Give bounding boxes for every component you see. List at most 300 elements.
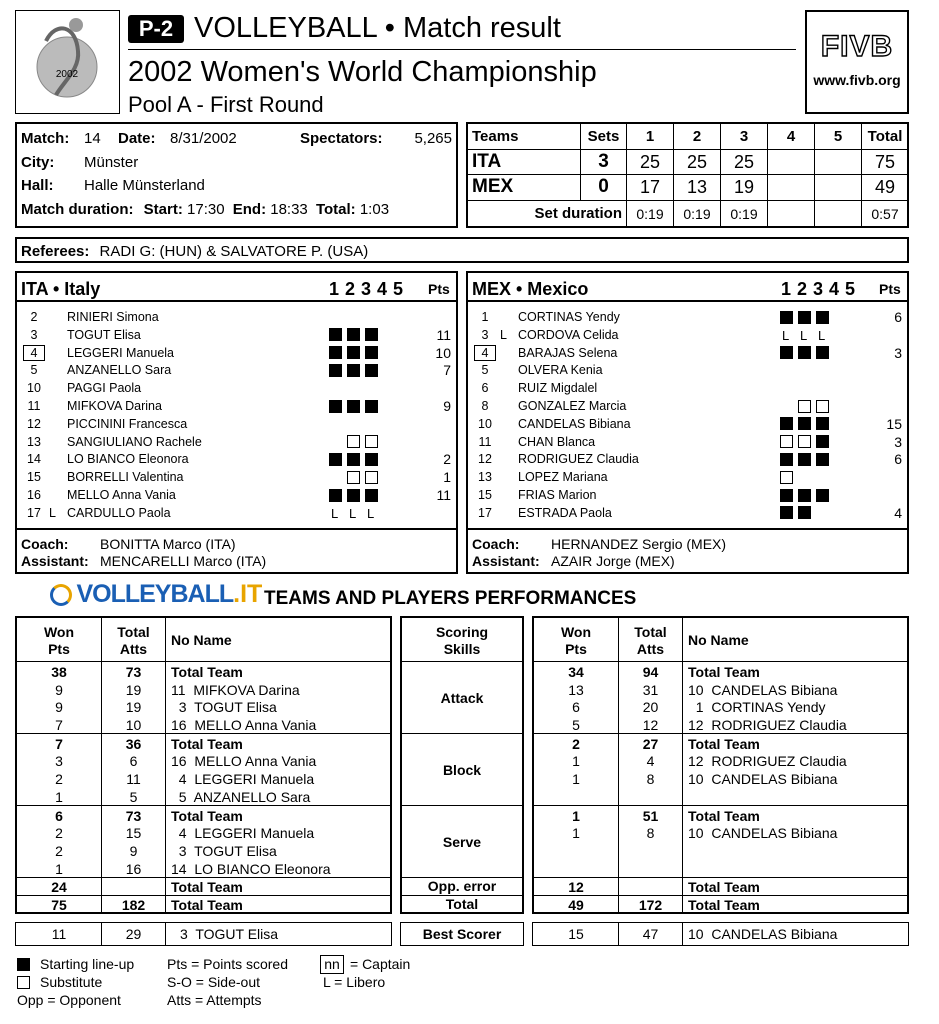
- team2-total: 49: [874, 177, 896, 197]
- perf-total-atts: 73: [125, 808, 142, 824]
- substitute-icon: [347, 471, 360, 484]
- perf-player-name: Total Team: [171, 808, 243, 824]
- perf-total-atts: 16: [125, 861, 142, 877]
- perf-won-pts: 12: [568, 879, 584, 895]
- starting-lineup-icon: [365, 453, 378, 466]
- spectators-value: 5,265: [414, 130, 452, 147]
- player-number: 13: [27, 434, 41, 449]
- player-name: CORDOVA Celida: [518, 327, 619, 342]
- starting-lineup-icon: [365, 328, 378, 341]
- starting-lineup-icon: [329, 453, 342, 466]
- player-number: 14: [27, 452, 41, 467]
- player-name: MELLO Anna Vania: [67, 488, 176, 502]
- team2-set1: 17: [639, 177, 661, 197]
- perf-won-pts: 2: [55, 843, 63, 859]
- starting-lineup-icon: [816, 346, 829, 359]
- round-title: Pool A - First Round: [128, 92, 324, 117]
- starting-lineup-icon: [780, 346, 793, 359]
- perf-won-pts: 38: [51, 664, 67, 680]
- player-number: 15: [478, 488, 492, 502]
- duration-label: Match duration:: [21, 201, 134, 218]
- mex-coach: HERNANDEZ Sergio (MEX): [551, 536, 727, 552]
- scoring-header: Scoring: [435, 624, 489, 640]
- perf-player-name: Total Team: [688, 879, 760, 895]
- player-name: MIFKOVA Darina: [67, 399, 162, 413]
- player-points: [866, 468, 902, 486]
- ita-pts-header: Pts: [428, 281, 450, 297]
- legend-starting: Starting line-up: [40, 956, 135, 972]
- player-number: 10: [27, 381, 41, 396]
- perf-player-name: 3 TOGUT Elisa: [171, 843, 277, 859]
- championship-title: 2002 Women's World Championship: [128, 56, 597, 88]
- substitute-icon: [365, 435, 378, 448]
- city-label: City:: [21, 154, 55, 171]
- perf-player-name: 16 MELLO Anna Vania: [171, 717, 317, 733]
- player-number: 11: [478, 434, 492, 449]
- player-name: RUIZ Migdalel: [518, 381, 598, 396]
- perf-player-name: Total Team: [171, 664, 243, 680]
- logo-text: VOLLEYBALL: [76, 580, 234, 608]
- page-badge: P-2: [128, 15, 184, 43]
- start-label: Start:: [143, 201, 183, 218]
- perf-won-pts: 2: [55, 771, 63, 787]
- perf-player-name: 1 CORTINAS Yendy: [688, 699, 826, 715]
- perf-total-atts: [102, 878, 165, 896]
- perf-player-name: Total Team: [688, 808, 760, 824]
- starting-lineup-icon: [816, 453, 829, 466]
- player-number: 17: [478, 505, 492, 520]
- volleyball-it-logo: [50, 580, 262, 610]
- player-points: 1: [443, 469, 451, 486]
- player-number: 4: [474, 345, 496, 361]
- libero-marker: L: [500, 327, 507, 342]
- player-points: 3: [894, 433, 902, 450]
- perf-won-pts: 1: [55, 861, 63, 877]
- player-points: [415, 433, 451, 451]
- starting-lineup-icon: [347, 328, 360, 341]
- substitute-icon: [816, 400, 829, 413]
- perf-won-pts: 1: [572, 753, 580, 769]
- perf-player-name: [688, 788, 692, 806]
- perf-won-pts: 1: [572, 771, 580, 787]
- perf-total-atts: 8: [646, 825, 655, 841]
- set3-duration: 0:19: [730, 206, 758, 222]
- perf-total-atts: 5: [129, 789, 138, 805]
- sets-header: Sets: [587, 128, 620, 145]
- player-points: 10: [435, 344, 451, 361]
- player-points: [415, 379, 451, 397]
- ita-best-won: 11: [51, 926, 67, 942]
- team1-set2: 25: [686, 152, 708, 172]
- player-name: ANZANELLO Sara: [67, 363, 172, 378]
- hall-label: Hall:: [21, 177, 54, 194]
- start-time: 17:30: [187, 201, 225, 218]
- player-name: OLVERA Kenia: [518, 363, 603, 378]
- ita-noname-header: No Name: [171, 632, 232, 648]
- match-date: 8/31/2002: [170, 130, 237, 147]
- hall-value: Halle Münsterland: [84, 177, 205, 194]
- mex-atts-header: Atts: [636, 641, 665, 657]
- perf-won-pts: 75: [51, 897, 67, 913]
- mex-sets-header: 1 2 3 4 5: [781, 279, 856, 299]
- mex-best-name: 10 CANDELAS Bibiana: [688, 926, 838, 942]
- set3-header: 3: [739, 128, 749, 145]
- set4-header: 4: [786, 128, 796, 145]
- perf-won-pts: 6: [55, 808, 63, 824]
- fivb-logo: FIVB: [820, 30, 894, 63]
- perf-won-pts: 6: [572, 699, 580, 715]
- perf-won-pts: [534, 860, 618, 878]
- perf-total-atts: 9: [129, 843, 138, 859]
- starting-lineup-icon: [347, 346, 360, 359]
- perf-player-name: 10 CANDELAS Bibiana: [688, 825, 838, 841]
- total-header: Total: [867, 128, 903, 145]
- player-points: 6: [894, 451, 902, 468]
- player-number: 4: [23, 345, 45, 361]
- player-number: 17: [27, 505, 41, 520]
- legend-opp: Opp = Opponent: [17, 992, 121, 1008]
- perf-total-atts: 172: [638, 897, 663, 913]
- match-number: 14: [84, 130, 101, 147]
- mex-total-header: Total: [634, 624, 667, 640]
- event-logo: [16, 11, 119, 113]
- starting-lineup-icon: [347, 453, 360, 466]
- perf-total-atts: [619, 842, 682, 860]
- perf-total-atts: 19: [125, 699, 142, 715]
- set1-header: 1: [645, 128, 655, 145]
- starting-lineup-icon: [365, 346, 378, 359]
- perf-total-atts: 8: [646, 771, 655, 787]
- starting-lineup-icon: [798, 506, 811, 519]
- referees-value: RADI G: (HUN) & SALVATORE P. (USA): [99, 243, 369, 260]
- player-number: 11: [27, 399, 41, 413]
- player-number: 12: [27, 416, 41, 431]
- perf-player-name: 5 ANZANELLO Sara: [171, 789, 311, 805]
- substitute-icon: [365, 471, 378, 484]
- starting-lineup-icon: [798, 453, 811, 466]
- ita-sets-header: 1 2 3 4 5: [329, 279, 404, 299]
- perf-player-name: Total Team: [688, 664, 760, 680]
- perf-total-atts: 15: [125, 825, 142, 841]
- best-scorer-label: Best Scorer: [422, 926, 502, 942]
- ita-coach: BONITTA Marco (ITA): [100, 536, 236, 552]
- player-points: 11: [436, 487, 451, 503]
- legend-substitute: Substitute: [40, 974, 103, 990]
- player-points: 6: [894, 309, 902, 325]
- player-name: FRIAS Marion: [518, 488, 597, 502]
- starting-lineup-icon: [816, 489, 829, 502]
- legend-so: S-O = Side-out: [167, 974, 260, 990]
- set-duration-label: Set duration: [534, 205, 622, 222]
- player-number: 16: [27, 488, 41, 502]
- perf-total-atts: 73: [125, 664, 142, 680]
- ita-team-title: ITA • Italy: [21, 279, 101, 299]
- starting-lineup-icon: [798, 346, 811, 359]
- date-label: Date:: [118, 130, 156, 147]
- player-name: CANDELAS Bibiana: [518, 416, 631, 431]
- starting-lineup-icon: [816, 435, 829, 448]
- captain-box-icon: nn: [320, 955, 344, 974]
- player-points: [415, 308, 451, 326]
- set1-duration: 0:19: [636, 206, 664, 222]
- logo-it: .IT: [233, 580, 263, 608]
- libero-set-marker: L: [800, 327, 808, 343]
- player-points: [866, 361, 902, 379]
- ita-total-header: Total: [117, 624, 150, 640]
- mex-assistant: AZAIR Jorge (MEX): [551, 553, 675, 569]
- perf-total-atts: 12: [642, 717, 659, 733]
- perf-player-name: Total Team: [688, 736, 760, 752]
- substitute-icon: [780, 435, 793, 448]
- set2-header: 2: [692, 128, 702, 145]
- fivb-url: www.fivb.org: [813, 72, 901, 88]
- starting-lineup-icon: [798, 417, 811, 430]
- player-points: 11: [436, 326, 451, 343]
- perf-player-name: Total Team: [688, 897, 760, 913]
- starting-lineup-icon: [780, 489, 793, 502]
- referees-label: Referees:: [21, 243, 90, 260]
- starting-lineup-icon: [365, 489, 378, 502]
- legend-captain: = Captain: [350, 956, 411, 972]
- player-number: 12: [478, 452, 492, 467]
- player-name: PICCININI Francesca: [67, 416, 188, 431]
- perf-total-atts: 182: [121, 897, 146, 913]
- substitute-icon: [798, 400, 811, 413]
- perf-won-pts: 2: [55, 825, 63, 841]
- substitute-icon: [780, 471, 793, 484]
- legend-atts: Atts = Attempts: [167, 992, 262, 1008]
- starting-lineup-icon: [347, 400, 360, 413]
- perf-won-pts: 34: [568, 664, 584, 680]
- perf-player-name: Total Team: [171, 897, 243, 913]
- set2-duration: 0:19: [683, 206, 711, 222]
- perf-won-pts: 3: [55, 753, 63, 769]
- title-rule: [128, 49, 796, 50]
- ita-won-header: Won: [43, 624, 75, 640]
- starting-lineup-icon: [347, 489, 360, 502]
- skill-total: Total: [445, 896, 479, 912]
- player-name: PAGGI Paola: [67, 381, 142, 396]
- perf-won-pts: 5: [572, 717, 580, 733]
- starting-lineup-icon: [17, 958, 30, 971]
- perf-won-pts: 13: [568, 682, 584, 698]
- player-number: 3: [481, 327, 489, 342]
- ita-atts-header: Atts: [119, 641, 148, 657]
- player-points: 15: [886, 415, 902, 432]
- volleyball-ball-icon: [50, 584, 72, 606]
- player-name: CHAN Blanca: [518, 434, 596, 449]
- perf-total-atts: 10: [125, 717, 142, 733]
- libero-marker: L: [49, 505, 56, 520]
- perf-won-pts: 9: [55, 682, 63, 698]
- starting-lineup-icon: [816, 417, 829, 430]
- perf-won-pts: 7: [55, 736, 63, 752]
- player-points: [866, 486, 902, 504]
- skills-header: Skills: [443, 641, 481, 657]
- perf-total-atts: 36: [125, 736, 142, 752]
- mex-pts-header: Pts: [879, 281, 901, 297]
- perf-total-atts: 94: [642, 664, 659, 680]
- perf-total-atts: [619, 788, 682, 806]
- player-name: GONZALEZ Marcia: [518, 399, 627, 413]
- player-name: SANGIULIANO Rachele: [67, 434, 202, 449]
- team2-sets: 0: [598, 176, 609, 197]
- perf-total-atts: 11: [126, 771, 141, 787]
- perf-player-name: 11 MIFKOVA Darina: [171, 682, 300, 698]
- starting-lineup-icon: [347, 364, 360, 377]
- perf-won-pts: [534, 788, 618, 806]
- page-title: VOLLEYBALL • Match result: [194, 12, 561, 44]
- mex-coach-label: Coach:: [472, 536, 520, 552]
- team2-set3: 19: [733, 177, 755, 197]
- match-label: Match:: [21, 130, 70, 147]
- perf-player-name: 12 RODRIGUEZ Claudia: [688, 717, 847, 733]
- perf-won-pts: 1: [572, 808, 580, 824]
- mex-best-won: 15: [568, 926, 584, 942]
- player-number: 1: [481, 310, 489, 324]
- perf-total-atts: 27: [642, 736, 659, 752]
- starting-lineup-icon: [798, 311, 811, 324]
- substitute-icon: [347, 435, 360, 448]
- perf-won-pts: 1: [55, 789, 63, 805]
- mex-noname-header: No Name: [688, 632, 749, 648]
- end-label: End:: [232, 201, 267, 218]
- starting-lineup-icon: [329, 364, 342, 377]
- player-number: 15: [27, 470, 41, 485]
- teams-header: Teams: [472, 128, 519, 145]
- perf-player-name: 16 MELLO Anna Vania: [171, 753, 317, 769]
- player-name: LEGGERI Manuela: [67, 345, 174, 360]
- total-time-label: Total:: [315, 201, 356, 218]
- perf-player-name: 4 LEGGERI Manuela: [171, 825, 315, 841]
- skill-block: Block: [442, 762, 482, 778]
- libero-set-marker: L: [367, 505, 375, 521]
- perf-won-pts: 9: [55, 699, 63, 715]
- player-name: LOPEZ Mariana: [518, 470, 608, 485]
- event-logo-year: 2002: [55, 69, 79, 80]
- starting-lineup-icon: [329, 489, 342, 502]
- perf-total-atts: 31: [642, 682, 659, 698]
- libero-set-marker: L: [331, 505, 339, 521]
- perf-won-pts: 7: [55, 717, 63, 733]
- legend-pts: Pts = Points scored: [167, 956, 289, 972]
- skill-serve: Serve: [442, 834, 482, 850]
- player-number: 8: [481, 399, 489, 413]
- player-name: ESTRADA Paola: [518, 505, 612, 520]
- perf-player-name: 12 RODRIGUEZ Claudia: [688, 753, 847, 769]
- player-number: 3: [30, 327, 38, 342]
- skill-attack: Attack: [440, 690, 484, 706]
- player-name: RODRIGUEZ Claudia: [518, 452, 639, 467]
- mex-team-title: MEX • Mexico: [472, 279, 589, 299]
- player-points: [415, 504, 451, 522]
- player-number: 10: [478, 416, 492, 431]
- perf-won-pts: 24: [51, 879, 67, 895]
- starting-lineup-icon: [780, 453, 793, 466]
- legend-libero: L = Libero: [323, 974, 386, 990]
- player-points: 4: [894, 504, 902, 521]
- mex-best-atts: 47: [642, 926, 659, 942]
- player-points: 9: [443, 398, 451, 414]
- libero-set-marker: L: [818, 327, 826, 343]
- starting-lineup-icon: [780, 417, 793, 430]
- perf-player-name: 10 CANDELAS Bibiana: [688, 771, 838, 787]
- ita-best-atts: 29: [125, 926, 142, 942]
- player-name: BARAJAS Selena: [518, 345, 618, 360]
- mex-pts-header2: Pts: [565, 641, 587, 657]
- perf-won-pts: 2: [572, 736, 580, 752]
- team1-code: ITA: [472, 151, 502, 172]
- perf-total-atts: [619, 878, 682, 896]
- starting-lineup-icon: [365, 364, 378, 377]
- player-number: 2: [30, 310, 38, 324]
- player-points: 3: [894, 344, 902, 361]
- player-points: 2: [443, 451, 451, 468]
- libero-set-marker: L: [782, 327, 790, 343]
- ita-coach-label: Coach:: [21, 536, 69, 552]
- spectators-label: Spectators:: [300, 130, 383, 147]
- player-points: [415, 415, 451, 433]
- end-time: 18:33: [270, 201, 308, 218]
- ita-pts-header2: Pts: [48, 641, 70, 657]
- perf-player-name: 10 CANDELAS Bibiana: [688, 682, 838, 698]
- substitute-icon: [798, 435, 811, 448]
- perf-total-atts: 6: [129, 753, 138, 769]
- player-points: [866, 379, 902, 397]
- player-name: RINIERI Simona: [67, 310, 159, 324]
- starting-lineup-icon: [798, 489, 811, 502]
- perf-total-atts: 20: [642, 699, 659, 715]
- team2-set2: 13: [686, 177, 708, 197]
- perf-total-atts: 51: [642, 808, 659, 824]
- player-name: CARDULLO Paola: [67, 505, 171, 520]
- starting-lineup-icon: [329, 328, 342, 341]
- mex-won-header: Won: [560, 624, 592, 640]
- player-number: 5: [30, 363, 38, 378]
- fivb-logo-box: [805, 10, 909, 114]
- perf-total-atts: [619, 860, 682, 878]
- perf-player-name: 14 LO BIANCO Eleonora: [171, 861, 331, 877]
- ita-assistant-label: Assistant:: [21, 553, 89, 569]
- player-points: [866, 397, 902, 415]
- city-value: Münster: [84, 154, 139, 171]
- perf-total-atts: 4: [646, 753, 655, 769]
- total-duration: 0:57: [871, 206, 899, 222]
- libero-set-marker: L: [349, 505, 357, 521]
- team1-total: 75: [874, 152, 896, 172]
- player-points: [866, 326, 902, 344]
- perf-player-name: 4 LEGGERI Manuela: [171, 771, 315, 787]
- ita-assistant: MENCARELLI Marco (ITA): [100, 553, 267, 569]
- starting-lineup-icon: [780, 506, 793, 519]
- player-number: 13: [478, 470, 492, 485]
- player-name: LO BIANCO Eleonora: [67, 452, 189, 467]
- player-number: 6: [481, 381, 489, 396]
- perf-player-name: 3 TOGUT Elisa: [171, 699, 277, 715]
- team2-code: MEX: [472, 176, 514, 197]
- starting-lineup-icon: [365, 400, 378, 413]
- team1-sets: 3: [598, 151, 609, 172]
- event-logo-box: [15, 10, 120, 114]
- perf-won-pts: 1: [572, 825, 580, 841]
- mex-assistant-label: Assistant:: [472, 553, 540, 569]
- player-points: 7: [443, 362, 451, 379]
- perf-won-pts: [534, 842, 618, 860]
- player-name: BORRELLI Valentina: [67, 470, 184, 485]
- substitute-icon: [17, 976, 30, 989]
- player-name: CORTINAS Yendy: [518, 310, 620, 324]
- starting-lineup-icon: [816, 311, 829, 324]
